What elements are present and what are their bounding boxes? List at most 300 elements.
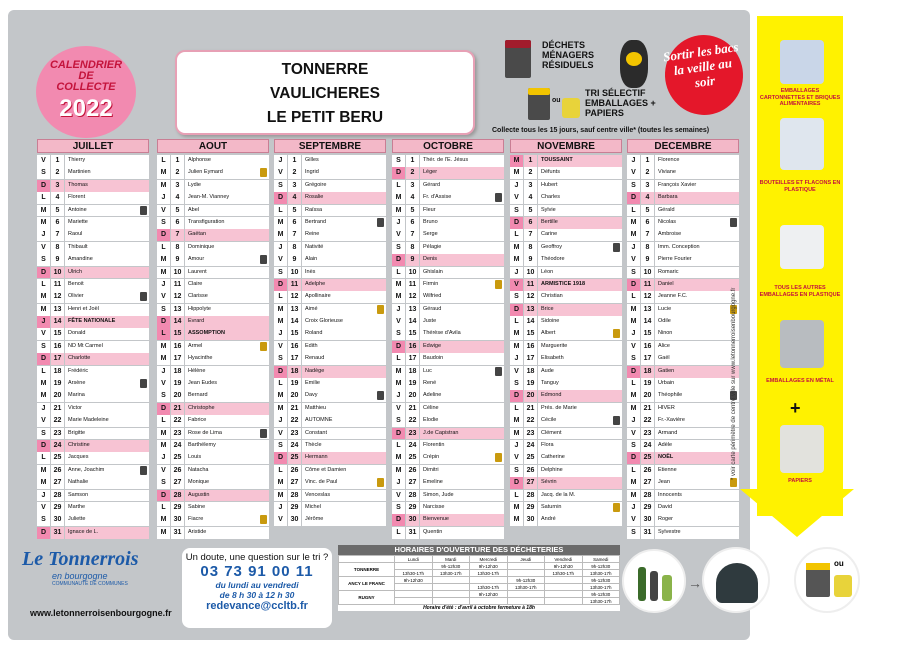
day-row bbox=[392, 254, 504, 266]
hours-cell bbox=[507, 570, 545, 577]
saint-text: Aristide bbox=[188, 528, 207, 535]
weekday: L bbox=[627, 465, 640, 477]
weekday: V bbox=[274, 341, 287, 353]
day-number: 24 bbox=[288, 440, 301, 452]
weekday: M bbox=[37, 465, 50, 477]
day-number: 15 bbox=[406, 328, 419, 340]
saint-name bbox=[655, 403, 739, 415]
day-number: 8 bbox=[51, 242, 64, 254]
saint-name bbox=[185, 428, 269, 440]
day-row bbox=[392, 465, 504, 477]
day-row bbox=[274, 242, 386, 254]
saint-text: Claire bbox=[188, 280, 203, 287]
day-number: 23 bbox=[51, 428, 64, 440]
day-row bbox=[510, 366, 622, 378]
weekday: M bbox=[392, 279, 405, 291]
weekday: J bbox=[37, 229, 50, 241]
weekday: J bbox=[392, 390, 405, 402]
day-row bbox=[510, 155, 622, 167]
hours-footer: Horaire d'été : d'avril à octobre fermeture à 18h bbox=[423, 605, 535, 611]
saint-name bbox=[185, 267, 269, 279]
contact-email[interactable]: redevance@ccltb.fr bbox=[206, 600, 308, 612]
saint-name bbox=[185, 316, 269, 328]
day-number: 22 bbox=[524, 415, 537, 427]
saint-text: Ingrid bbox=[305, 169, 319, 176]
day-row bbox=[510, 490, 622, 502]
saint-text: François Xavier bbox=[658, 181, 697, 188]
saint-name bbox=[538, 378, 622, 390]
weekday: D bbox=[627, 366, 640, 378]
day-number: 18 bbox=[406, 366, 419, 378]
badge-year: 2022 bbox=[59, 95, 113, 122]
saint-name bbox=[65, 291, 149, 303]
day-row bbox=[37, 254, 149, 266]
saint-name bbox=[185, 415, 269, 427]
saint-text: Carine bbox=[541, 231, 558, 238]
day-number: 10 bbox=[524, 267, 537, 279]
saint-text: Thierry bbox=[68, 157, 86, 163]
day-number: 12 bbox=[171, 291, 184, 303]
legend-selective: TRI SÉLECTIF EMBALLAGES + PAPIERS bbox=[585, 88, 656, 118]
weekday: D bbox=[37, 440, 50, 452]
contact-hours2: de 8 h 30 à 12 h 30 bbox=[219, 590, 295, 600]
day-row bbox=[274, 514, 386, 526]
saint-text: Augustin bbox=[188, 491, 210, 498]
saint-text: David bbox=[658, 503, 673, 510]
day-row bbox=[157, 490, 269, 502]
saint-text: Matthieu bbox=[305, 404, 327, 411]
saint-text: Simon, Jude bbox=[423, 491, 454, 498]
weekday: L bbox=[274, 378, 287, 390]
day-row bbox=[510, 180, 622, 192]
day-row bbox=[627, 279, 739, 291]
saint-name bbox=[420, 514, 504, 526]
day-number: 24 bbox=[641, 440, 654, 452]
saint-text: Firmin bbox=[423, 280, 439, 287]
saint-text: Jean bbox=[658, 479, 670, 486]
saint-name bbox=[655, 440, 739, 452]
website-link[interactable]: www.letonnerroisenbourgogne.fr bbox=[30, 608, 172, 618]
saint-name bbox=[538, 242, 622, 254]
saint-text: Evrard bbox=[188, 318, 205, 325]
hours-cell: 9h-12h30 bbox=[545, 563, 583, 570]
hours-day-header: Samedi bbox=[582, 556, 620, 563]
saint-text: Clément bbox=[541, 429, 562, 436]
day-number: 24 bbox=[524, 440, 537, 452]
hours-cell bbox=[432, 598, 470, 605]
day-number: 17 bbox=[288, 353, 301, 365]
day-row bbox=[274, 254, 386, 266]
saint-name bbox=[302, 428, 386, 440]
weekday: V bbox=[157, 291, 170, 303]
weekday: D bbox=[157, 490, 170, 502]
weekday: J bbox=[510, 353, 523, 365]
saint-name bbox=[538, 341, 622, 353]
day-number: 14 bbox=[524, 316, 537, 328]
hours-cell: 13h30-17h bbox=[432, 570, 470, 577]
weekday: V bbox=[392, 229, 405, 241]
hours-cell: 13h30-17h bbox=[470, 584, 508, 591]
weekday: M bbox=[37, 477, 50, 489]
saint-name bbox=[655, 341, 739, 353]
weekday: L bbox=[37, 192, 50, 204]
day-number: 18 bbox=[641, 366, 654, 378]
day-number: 12 bbox=[641, 291, 654, 303]
weekday: S bbox=[627, 527, 640, 539]
yellow-bag-icon bbox=[562, 98, 580, 118]
weekday: L bbox=[392, 180, 405, 192]
day-row bbox=[510, 403, 622, 415]
saint-name bbox=[655, 291, 739, 303]
saint-text: Antoine bbox=[68, 206, 87, 213]
saint-text: Fr. d'Assise bbox=[423, 194, 452, 201]
day-row bbox=[37, 502, 149, 514]
saint-name bbox=[655, 155, 739, 167]
day-row bbox=[627, 217, 739, 229]
weekday: J bbox=[157, 192, 170, 204]
weekday: L bbox=[157, 242, 170, 254]
day-row bbox=[510, 192, 622, 204]
saint-name bbox=[65, 155, 149, 167]
day-row bbox=[274, 415, 386, 427]
weekday: L bbox=[627, 205, 640, 217]
saint-text: Thibault bbox=[68, 243, 88, 250]
saint-name bbox=[420, 403, 504, 415]
day-number: 25 bbox=[641, 452, 654, 464]
saint-text: Edith bbox=[305, 342, 318, 349]
saint-name bbox=[65, 304, 149, 316]
day-row bbox=[37, 378, 149, 390]
day-row bbox=[274, 192, 386, 204]
month-3 bbox=[392, 139, 504, 539]
saint-name bbox=[655, 428, 739, 440]
day-row bbox=[37, 167, 149, 179]
bottom-icons bbox=[622, 545, 877, 615]
weekday: M bbox=[37, 291, 50, 303]
day-row bbox=[510, 267, 622, 279]
day-row bbox=[392, 390, 504, 402]
day-number: 20 bbox=[406, 390, 419, 402]
weekday: M bbox=[627, 403, 640, 415]
contact-phone[interactable]: 03 73 91 00 11 bbox=[200, 563, 314, 580]
saint-text: Côme et Damien bbox=[305, 466, 347, 473]
yellow-bin-icon bbox=[528, 88, 550, 120]
weekday: S bbox=[392, 242, 405, 254]
day-number: 5 bbox=[641, 205, 654, 217]
selective-bin-icon bbox=[495, 453, 502, 462]
weekday: L bbox=[157, 328, 170, 340]
weekday: L bbox=[392, 527, 405, 539]
weekday: D bbox=[37, 353, 50, 365]
day-row bbox=[274, 267, 386, 279]
weekday: S bbox=[392, 328, 405, 340]
saint-text: Sylvie bbox=[541, 206, 556, 213]
day-row bbox=[157, 341, 269, 353]
saint-text: Jérôme bbox=[305, 516, 324, 523]
weekday: J bbox=[157, 452, 170, 464]
hours-cell bbox=[432, 584, 470, 591]
selective-bin-icon bbox=[377, 305, 384, 314]
saint-name bbox=[420, 291, 504, 303]
day-row bbox=[37, 267, 149, 279]
day-row bbox=[37, 341, 149, 353]
saint-name bbox=[655, 415, 739, 427]
weekday: M bbox=[157, 514, 170, 526]
weekday: D bbox=[510, 304, 523, 316]
day-row bbox=[510, 390, 622, 402]
day-number: 14 bbox=[641, 316, 654, 328]
saint-text: Monique bbox=[188, 479, 210, 486]
saint-name bbox=[538, 502, 622, 514]
saint-name bbox=[185, 353, 269, 365]
saint-text: Narcisse bbox=[423, 503, 445, 510]
day-row bbox=[274, 316, 386, 328]
day-row bbox=[37, 291, 149, 303]
day-number: 29 bbox=[406, 502, 419, 514]
weekday: L bbox=[157, 155, 170, 167]
day-number: 12 bbox=[51, 291, 64, 303]
contact-question: Un doute, une question sur le tri ? bbox=[185, 552, 329, 563]
day-row bbox=[510, 328, 622, 340]
month-5 bbox=[627, 139, 739, 539]
day-row bbox=[392, 316, 504, 328]
saint-text: Florent bbox=[68, 194, 86, 201]
day-number: 19 bbox=[51, 378, 64, 390]
saint-name bbox=[65, 366, 149, 378]
day-number: 7 bbox=[524, 229, 537, 241]
saint-name bbox=[538, 167, 622, 179]
weekday: V bbox=[37, 328, 50, 340]
hours-cell bbox=[545, 577, 583, 584]
weekday: D bbox=[392, 167, 405, 179]
saint-text: Pélagie bbox=[423, 243, 442, 250]
weekday: M bbox=[392, 366, 405, 378]
saint-name bbox=[538, 490, 622, 502]
saint-name bbox=[185, 242, 269, 254]
day-row bbox=[392, 366, 504, 378]
day-row bbox=[392, 353, 504, 365]
saint-name bbox=[420, 527, 504, 539]
saint-text: Saturnin bbox=[541, 503, 562, 510]
saint-text: Gaël bbox=[658, 355, 670, 362]
day-number: 19 bbox=[641, 378, 654, 390]
day-number: 6 bbox=[641, 217, 654, 229]
saint-text: Vinc. de Paul bbox=[305, 479, 338, 486]
day-number: 5 bbox=[171, 205, 184, 217]
day-number: 5 bbox=[524, 205, 537, 217]
saint-text: Raïssa bbox=[305, 206, 323, 213]
saint-name bbox=[302, 440, 386, 452]
saint-text: Albert bbox=[541, 330, 556, 337]
saint-text: Armand bbox=[658, 429, 678, 436]
bin-bag-ou: ou bbox=[834, 559, 844, 568]
weekday: M bbox=[274, 229, 287, 241]
weekday: V bbox=[274, 167, 287, 179]
hours-cell bbox=[470, 577, 508, 584]
saint-text: Nadège bbox=[305, 367, 325, 374]
saint-name bbox=[420, 242, 504, 254]
day-row bbox=[392, 167, 504, 179]
sidebar-item-metal: EMBALLAGES EN MÉTAL bbox=[766, 378, 834, 384]
saint-name bbox=[185, 390, 269, 402]
day-row bbox=[392, 291, 504, 303]
saint-name bbox=[538, 328, 622, 340]
saint-name bbox=[302, 316, 386, 328]
saint-text: Transfiguration bbox=[188, 218, 225, 225]
saint-name bbox=[538, 217, 622, 229]
weekday: S bbox=[510, 378, 523, 390]
day-row bbox=[157, 378, 269, 390]
saint-name bbox=[538, 440, 622, 452]
hours-cell: 13h30-17h bbox=[582, 570, 620, 577]
saint-text: Jacques bbox=[68, 454, 89, 461]
weekday: M bbox=[157, 353, 170, 365]
day-number: 11 bbox=[288, 279, 301, 291]
saint-text: Géraud bbox=[423, 305, 442, 312]
day-row bbox=[274, 378, 386, 390]
weekday: V bbox=[392, 490, 405, 502]
saint-name bbox=[185, 477, 269, 489]
day-number: 16 bbox=[51, 341, 64, 353]
residual-bin-icon bbox=[140, 292, 147, 301]
month-header: NOVEMBRE bbox=[510, 139, 622, 153]
saint-name bbox=[302, 452, 386, 464]
residual-bin-icon bbox=[260, 255, 267, 264]
day-number: 17 bbox=[51, 353, 64, 365]
day-row bbox=[627, 304, 739, 316]
day-number: 23 bbox=[171, 428, 184, 440]
saint-name bbox=[185, 341, 269, 353]
saint-name bbox=[420, 341, 504, 353]
day-number: 17 bbox=[171, 353, 184, 365]
day-row bbox=[274, 490, 386, 502]
day-row bbox=[157, 316, 269, 328]
weekday: M bbox=[392, 452, 405, 464]
weekday: M bbox=[510, 155, 523, 167]
saint-text: Denis bbox=[423, 256, 438, 263]
day-row bbox=[510, 167, 622, 179]
saint-name bbox=[655, 254, 739, 266]
weekday: L bbox=[37, 452, 50, 464]
saint-text: Marthe bbox=[68, 503, 86, 510]
saint-text: Samson bbox=[68, 491, 89, 498]
saint-name bbox=[655, 242, 739, 254]
weekday: L bbox=[627, 378, 640, 390]
day-row bbox=[510, 452, 622, 464]
day-number: 28 bbox=[524, 490, 537, 502]
day-row bbox=[627, 403, 739, 415]
day-row bbox=[157, 452, 269, 464]
day-row bbox=[627, 316, 739, 328]
hours-cell bbox=[545, 591, 583, 598]
saint-name bbox=[538, 403, 622, 415]
day-row bbox=[392, 217, 504, 229]
saint-text: Rosalie bbox=[305, 194, 324, 201]
weekday: M bbox=[392, 192, 405, 204]
saint-text: Roger bbox=[658, 516, 673, 523]
selective-bin-icon bbox=[377, 478, 384, 487]
saint-name bbox=[655, 279, 739, 291]
day-row bbox=[392, 378, 504, 390]
reminder-circle: Sortir les bacs la veille au soir bbox=[660, 30, 748, 120]
day-number: 3 bbox=[524, 180, 537, 192]
saint-text: Alice bbox=[658, 342, 670, 349]
saint-name bbox=[420, 167, 504, 179]
saint-text: Barbara bbox=[658, 194, 678, 201]
day-number: 3 bbox=[171, 180, 184, 192]
day-row bbox=[274, 205, 386, 217]
weekday: L bbox=[274, 465, 287, 477]
day-number: 6 bbox=[171, 217, 184, 229]
weekday: D bbox=[627, 279, 640, 291]
day-row bbox=[157, 229, 269, 241]
saint-name bbox=[65, 452, 149, 464]
weekday: V bbox=[274, 514, 287, 526]
weekday: J bbox=[274, 242, 287, 254]
weekday: J bbox=[510, 180, 523, 192]
weekday: V bbox=[392, 403, 405, 415]
day-number: 30 bbox=[171, 514, 184, 526]
day-row bbox=[157, 477, 269, 489]
day-number: 19 bbox=[288, 378, 301, 390]
day-number: 5 bbox=[406, 205, 419, 217]
saint-name bbox=[302, 254, 386, 266]
saint-text: Olivier bbox=[68, 293, 84, 300]
saint-text: Gatien bbox=[658, 367, 675, 374]
day-number: 3 bbox=[288, 180, 301, 192]
weekday: S bbox=[37, 341, 50, 353]
saint-text: Florence bbox=[658, 157, 680, 163]
day-number: 8 bbox=[524, 242, 537, 254]
saint-text: Thérèse d'Avila bbox=[423, 330, 461, 337]
weekday: D bbox=[274, 192, 287, 204]
saint-name bbox=[538, 390, 622, 402]
day-row bbox=[392, 440, 504, 452]
saint-name bbox=[302, 477, 386, 489]
saint-name bbox=[538, 415, 622, 427]
saint-text: J.de Capistran bbox=[423, 429, 459, 436]
saint-text: Aude bbox=[541, 367, 554, 374]
saint-name bbox=[655, 304, 739, 316]
weekday: V bbox=[157, 465, 170, 477]
saint-name bbox=[65, 415, 149, 427]
day-row bbox=[392, 527, 504, 539]
weekday: D bbox=[274, 452, 287, 464]
day-row bbox=[157, 366, 269, 378]
day-number: 14 bbox=[51, 316, 64, 328]
hours-cell bbox=[545, 584, 583, 591]
day-number: 24 bbox=[406, 440, 419, 452]
saint-text: Nativité bbox=[305, 243, 324, 250]
month-1 bbox=[157, 139, 269, 539]
day-row bbox=[37, 353, 149, 365]
day-row bbox=[274, 167, 386, 179]
saint-text: Amour bbox=[188, 256, 205, 263]
day-number: 2 bbox=[51, 167, 64, 179]
saint-name bbox=[655, 167, 739, 179]
saint-name bbox=[420, 316, 504, 328]
saint-name bbox=[538, 229, 622, 241]
day-row bbox=[627, 514, 739, 526]
day-row bbox=[274, 428, 386, 440]
day-number: 27 bbox=[51, 477, 64, 489]
day-number: 10 bbox=[288, 267, 301, 279]
weekday: V bbox=[157, 205, 170, 217]
saint-text: Léon bbox=[541, 268, 554, 275]
day-number: 18 bbox=[524, 366, 537, 378]
weekday: D bbox=[37, 267, 50, 279]
saint-name bbox=[185, 205, 269, 217]
